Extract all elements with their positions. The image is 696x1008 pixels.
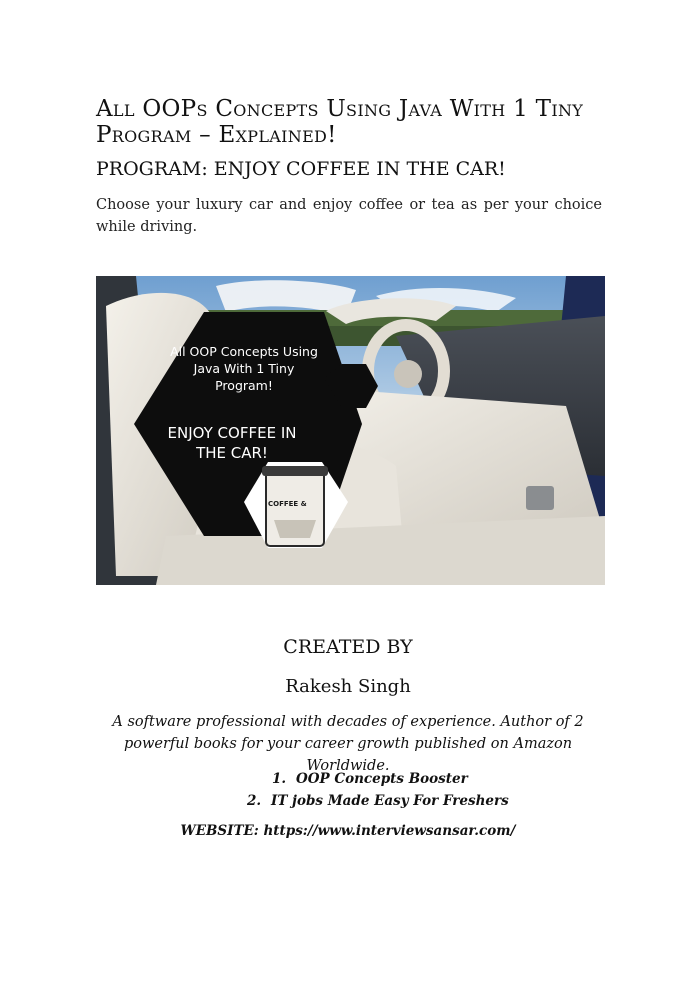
cup-label: COFFEE &: [268, 500, 307, 508]
document-title: All OOPs Concepts Using Java With 1 Tiny Program – Explained!: [96, 96, 584, 148]
program-subtitle: PROGRAM: ENJOY COFFEE IN THE CAR!: [96, 158, 506, 180]
website-line: [0, 823, 696, 839]
website-link[interactable]: https://www.interviewsansar.com/: [263, 823, 516, 839]
author-name: Rakesh Singh: [285, 676, 411, 697]
hex-slogan-line-1: ENJOY COFFEE IN: [167, 424, 297, 442]
book-item: [247, 790, 509, 812]
book-title: OOP Concepts Booster: [296, 771, 468, 787]
intro-paragraph: Choose your luxury car and enjoy coffee or tea as per your choice while driving.: [96, 197, 602, 235]
book-number: 2.: [247, 793, 262, 809]
website-label: WEBSITE:: [180, 823, 259, 839]
book-item: [272, 768, 468, 790]
hex-slogan-line-2: THE CAR!: [196, 444, 268, 462]
cover-image: [96, 276, 605, 585]
book-title: IT jobs Made Easy For Freshers: [271, 793, 509, 809]
hex-text-line-2: Java With 1 Tiny: [193, 361, 295, 376]
book-number: 1.: [272, 771, 287, 787]
hex-text-line-3: Program!: [215, 378, 273, 393]
hex-text-line-1: All OOP Concepts Using: [170, 344, 318, 359]
created-by-heading: CREATED BY: [283, 636, 413, 658]
car-interior-photo: [96, 276, 605, 585]
author-bio: A software professional with decades of experience. Author of 2 powerful books for your career growth published on Amazon Worldwide.: [112, 714, 584, 774]
